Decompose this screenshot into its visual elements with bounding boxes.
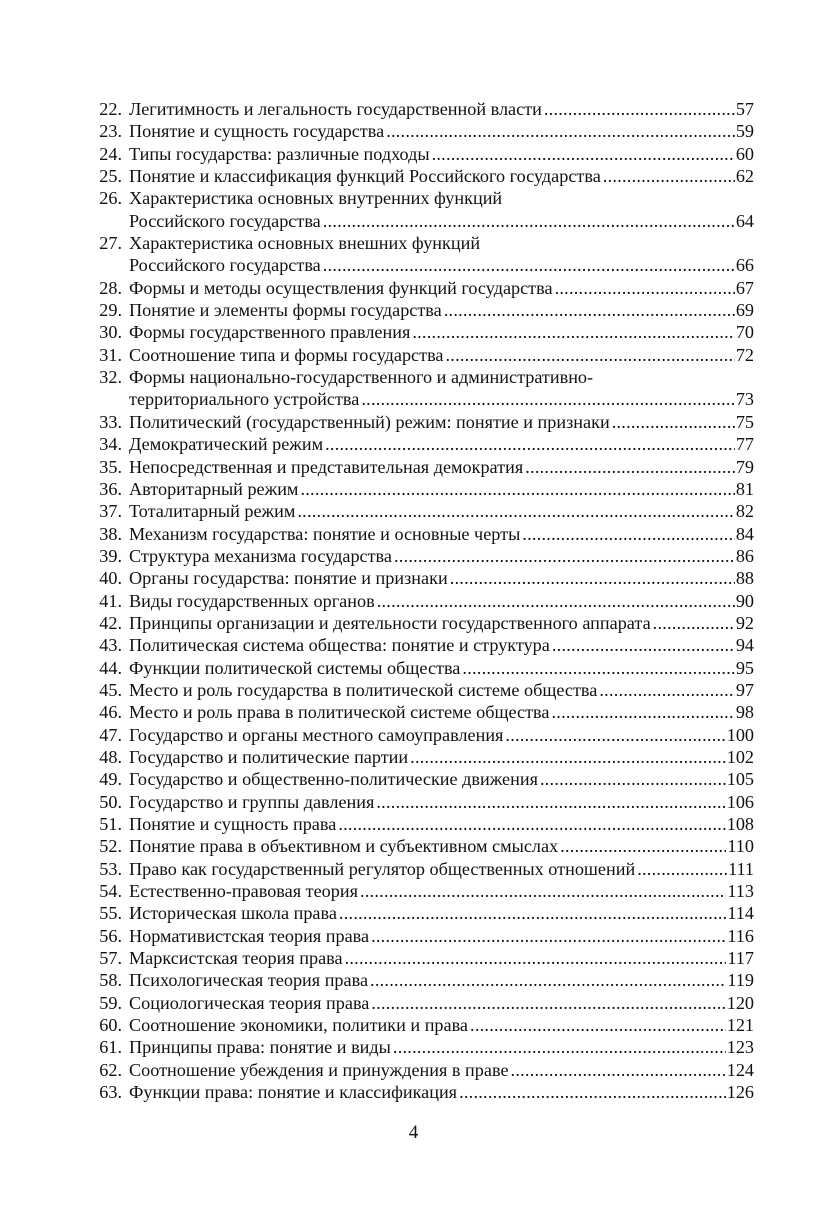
dot-leader	[339, 902, 726, 924]
toc-entry-number: 54.	[99, 881, 122, 902]
dot-leader	[462, 657, 734, 679]
dot-leader	[371, 992, 725, 1014]
toc-entry-title: Формы и методы осуществления функций государства	[129, 277, 553, 298]
toc-entry-title: Понятие и классификация функций Российского государства	[129, 166, 601, 187]
toc-entry-page: 77	[735, 434, 754, 455]
toc-entry	[82, 1036, 754, 1058]
toc-entry	[82, 612, 754, 634]
toc-entry	[82, 456, 754, 478]
toc-entry	[82, 187, 754, 232]
toc-entry-number: 38.	[99, 523, 122, 544]
toc-entry	[82, 321, 754, 343]
toc-entry-title: Естественно-правовая теория	[129, 881, 358, 902]
toc-entry-title: Характеристика основных внутренних функций	[129, 188, 503, 209]
toc-entry-title: Психологическая теория права	[129, 970, 369, 991]
toc-entry	[82, 858, 754, 880]
toc-entry-page: 90	[735, 590, 754, 611]
toc-entry	[82, 567, 754, 589]
toc-entry-number: 59.	[99, 992, 122, 1013]
toc-entry	[82, 813, 754, 835]
dot-leader	[511, 1059, 726, 1081]
toc-entry-number: 43.	[99, 635, 122, 656]
dot-leader	[338, 813, 725, 835]
toc-entry-page: 98	[735, 702, 754, 723]
dot-leader	[300, 478, 734, 500]
toc-entry-title: Легитимность и легальность государственной власти	[129, 99, 542, 119]
toc-entry	[82, 433, 754, 455]
toc-entry-page: 57	[735, 99, 754, 119]
toc-entry	[82, 724, 754, 746]
dot-leader	[360, 880, 726, 902]
toc-entry-number: 24.	[99, 143, 122, 164]
dot-leader	[393, 1036, 726, 1058]
dot-leader	[323, 210, 735, 232]
toc-entry-page: 72	[735, 344, 754, 365]
dot-leader	[551, 701, 734, 723]
toc-entry-title: Социологическая теория права	[129, 992, 370, 1013]
toc-entry-title: Демократический режим	[129, 434, 324, 455]
toc-entry-number: 39.	[99, 545, 122, 566]
toc-entry	[82, 657, 754, 679]
toc-entry-page: 120	[726, 992, 754, 1013]
dot-leader	[603, 165, 735, 187]
toc-entry-number: 31.	[99, 344, 122, 365]
toc-entry-number: 60.	[99, 1015, 122, 1036]
dot-leader	[459, 1081, 726, 1103]
toc-entry-page: 92	[735, 612, 754, 633]
toc-entry-title: Органы государства: понятие и признаки	[129, 568, 448, 589]
toc-entry-page: 106	[726, 791, 754, 812]
toc-entry-title: Тоталитарный режим	[129, 501, 296, 522]
toc-entry-title: Государство и органы местного самоуправления	[129, 724, 504, 745]
toc-entry-page: 117	[727, 948, 754, 969]
dot-leader	[345, 947, 727, 969]
toc-entry-title: Механизм государства: понятие и основные черты	[129, 523, 521, 544]
toc-entry-number: 61.	[99, 1037, 122, 1058]
toc-entry	[82, 478, 754, 500]
dot-leader	[612, 411, 735, 433]
toc-entry	[82, 165, 754, 187]
dot-leader	[637, 858, 727, 880]
toc-entry-page: 94	[735, 635, 754, 656]
toc-entry	[82, 902, 754, 924]
toc-entry-page: 123	[726, 1037, 754, 1058]
toc-entry-page: 95	[735, 657, 754, 678]
toc-entry-title: Понятие права в объективном и субъективном смыслах	[129, 836, 559, 857]
toc-entry-page: 70	[735, 322, 754, 343]
toc-entry-title: Непосредственная и представительная демократия	[129, 456, 524, 477]
toc-entry-page: 108	[726, 814, 754, 834]
toc-entry	[82, 701, 754, 723]
toc-entry-page: 124	[726, 1059, 754, 1080]
toc-entry	[82, 679, 754, 701]
toc-entry	[82, 98, 754, 120]
toc-entry-title: Функции права: понятие и классификация	[129, 1082, 458, 1103]
dot-leader	[325, 433, 735, 455]
toc-entry-page: 121	[726, 1015, 754, 1036]
toc-entry-number: 42.	[99, 612, 122, 633]
toc-entry	[82, 277, 754, 299]
toc-entry-title: Понятие и сущность права	[129, 814, 337, 834]
dot-leader	[370, 969, 726, 991]
toc-entry-title: Типы государства: различные подходы	[129, 143, 430, 164]
toc-entry	[82, 523, 754, 545]
toc-entry-number: 45.	[99, 679, 122, 700]
toc-entry-number: 48.	[99, 746, 122, 767]
toc-entry-number: 50.	[99, 791, 122, 812]
toc-entry	[82, 880, 754, 902]
toc-entry-page: 62	[735, 166, 754, 187]
dot-leader	[371, 925, 726, 947]
toc-entry-page: 110	[727, 836, 754, 857]
dot-leader	[323, 254, 735, 276]
toc-entry-number: 25.	[99, 166, 122, 187]
toc-entry-page: 116	[727, 925, 754, 946]
toc-entry-number: 27.	[99, 233, 122, 254]
toc-entry-number: 33.	[99, 411, 122, 432]
toc-entry-page: 64	[735, 210, 754, 231]
toc-entry	[82, 791, 754, 813]
toc-entry-title: Формы национально-государственного и административно-	[129, 367, 594, 388]
toc-entry	[82, 992, 754, 1014]
dot-leader	[444, 299, 735, 321]
toc-entry	[82, 545, 754, 567]
toc-entry	[82, 925, 754, 947]
toc-entry-title: Соотношение убеждения и принуждения в праве	[129, 1059, 509, 1080]
dot-leader	[599, 679, 734, 701]
dot-leader	[540, 768, 726, 790]
dot-leader	[552, 634, 735, 656]
toc-entry-page: 119	[727, 970, 754, 991]
dot-leader	[361, 388, 734, 410]
dot-leader	[525, 456, 735, 478]
toc-entry-number: 47.	[99, 724, 122, 745]
toc-entry	[82, 746, 754, 768]
toc-entry-title: Государство и политические партии	[129, 746, 409, 767]
toc-entry-title: Российского государства	[129, 210, 321, 231]
toc-entry	[82, 768, 754, 790]
toc-entry-number: 29.	[99, 300, 122, 321]
dot-leader	[450, 567, 735, 589]
toc-entry-title: Принципы права: понятие и виды	[129, 1037, 391, 1058]
toc-entry-number: 52.	[99, 836, 122, 857]
dot-leader	[522, 523, 735, 545]
toc-entry-page: 82	[735, 501, 754, 522]
dot-leader	[432, 143, 735, 165]
toc-entry-number: 28.	[99, 277, 122, 298]
toc-entry	[82, 232, 754, 277]
toc-entry-title: Политическая система общества: понятие и структура	[129, 635, 550, 656]
dot-leader	[386, 120, 735, 142]
toc-entry-title: Характеристика основных внешних функций	[129, 233, 481, 254]
toc-entry-title: Структура механизма государства	[129, 545, 392, 566]
toc-entry-number: 46.	[99, 702, 122, 723]
toc-entry	[82, 590, 754, 612]
toc-entry-number: 34.	[99, 434, 122, 455]
toc-entry-page: 67	[735, 277, 754, 298]
dot-leader	[376, 791, 725, 813]
toc-entry-number: 26.	[99, 188, 122, 209]
toc-entry-number: 62.	[99, 1059, 122, 1080]
toc-entry-title: Нормативистская теория права	[129, 925, 370, 946]
dot-leader	[653, 612, 735, 634]
toc-entry-title: Понятие и элементы формы государства	[129, 300, 442, 321]
dot-leader	[446, 344, 735, 366]
toc-entry	[82, 500, 754, 522]
toc-entry-page: 100	[726, 724, 754, 745]
toc-entry-page: 102	[726, 746, 754, 767]
dot-leader	[412, 321, 734, 343]
toc-entry-title: Российского государства	[129, 255, 321, 276]
toc-entry	[82, 344, 754, 366]
toc-entry	[82, 1014, 754, 1036]
toc-entry	[82, 835, 754, 857]
toc-entry-title: Принципы организации и деятельности государственного аппарата	[129, 612, 651, 633]
toc-entry	[82, 1081, 754, 1103]
toc-entry-title: Государство и группы давления	[129, 791, 375, 812]
toc-entry	[82, 1059, 754, 1081]
toc-entry-number: 32.	[99, 367, 122, 388]
table-of-contents	[82, 98, 754, 1103]
toc-entry-title: Соотношение экономики, политики и права	[129, 1015, 469, 1036]
toc-entry-title: Место и роль государства в политической системе общества	[129, 679, 598, 700]
toc-entry-page: 111	[728, 858, 754, 879]
toc-entry-number: 37.	[99, 501, 122, 522]
toc-entry-page: 66	[735, 255, 754, 276]
toc-entry-page: 88	[735, 568, 754, 589]
dot-leader	[470, 1014, 726, 1036]
toc-entry-page: 60	[735, 143, 754, 164]
toc-entry	[82, 366, 754, 411]
toc-entry-title: Политический (государственный) режим: понятие и признаки	[129, 411, 610, 432]
toc-entry-title: Место и роль права в политической системе общества	[129, 702, 550, 723]
toc-entry	[82, 969, 754, 991]
toc-entry-page: 86	[735, 545, 754, 566]
toc-entry-title: Понятие и сущность государства	[129, 121, 385, 142]
toc-entry-title: Марксистская теория права	[129, 948, 343, 969]
toc-entry-title: территориального устройства	[129, 389, 360, 410]
toc-entry-page: 73	[735, 389, 754, 410]
toc-entry-title: Авторитарный режим	[129, 478, 299, 499]
toc-entry	[82, 634, 754, 656]
toc-entry-title: Формы государственного правления	[129, 322, 411, 343]
toc-entry-page: 59	[735, 121, 754, 142]
toc-entry-number: 44.	[99, 657, 122, 678]
toc-entry-number: 40.	[99, 568, 122, 589]
toc-entry-page: 75	[735, 411, 754, 432]
toc-entry-number: 41.	[99, 590, 122, 611]
dot-leader	[544, 98, 735, 120]
toc-entry-page: 97	[735, 679, 754, 700]
toc-entry-number: 56.	[99, 925, 122, 946]
dot-leader	[394, 545, 735, 567]
toc-entry-page: 81	[735, 478, 754, 499]
toc-entry-number: 58.	[99, 970, 122, 991]
toc-entry-title: Право как государственный регулятор общественных отношений	[129, 858, 636, 879]
toc-entry-page: 113	[727, 881, 754, 902]
dot-leader	[505, 724, 725, 746]
toc-entry-number: 57.	[99, 948, 122, 969]
toc-entry	[82, 120, 754, 142]
toc-entry-title: Соотношение типа и формы государства	[129, 344, 444, 365]
toc-entry-page: 114	[727, 903, 754, 924]
toc-entry-number: 49.	[99, 769, 122, 790]
toc-entry-page: 79	[735, 456, 754, 477]
toc-entry-number: 63.	[99, 1082, 122, 1103]
toc-entry	[82, 411, 754, 433]
dot-leader	[377, 590, 735, 612]
toc-entry-title: Виды государственных органов	[129, 590, 375, 611]
dot-leader	[555, 277, 735, 299]
dot-leader	[410, 746, 726, 768]
toc-entry	[82, 143, 754, 165]
toc-entry-title: Историческая школа права	[129, 903, 337, 924]
toc-entry-page: 69	[735, 300, 754, 321]
toc-entry	[82, 299, 754, 321]
toc-entry-number: 22.	[99, 99, 122, 119]
toc-entry-number: 30.	[99, 322, 122, 343]
toc-entry-page: 84	[735, 523, 754, 544]
toc-entry-number: 51.	[99, 814, 122, 834]
toc-entry-title: Государство и общественно-политические движения	[129, 769, 538, 790]
toc-entry-page: 105	[726, 769, 754, 790]
toc-entry-title: Функции политической системы общества	[129, 657, 461, 678]
toc-entry-number: 35.	[99, 456, 122, 477]
page-number: 4	[408, 1122, 419, 1143]
toc-entry-number: 53.	[99, 858, 122, 879]
toc-entry-page: 126	[726, 1082, 754, 1103]
toc-entry	[82, 947, 754, 969]
dot-leader	[560, 835, 726, 857]
toc-entry-number: 36.	[99, 478, 122, 499]
toc-entry-number: 23.	[99, 121, 122, 142]
dot-leader	[297, 500, 734, 522]
toc-entry-number: 55.	[99, 903, 122, 924]
